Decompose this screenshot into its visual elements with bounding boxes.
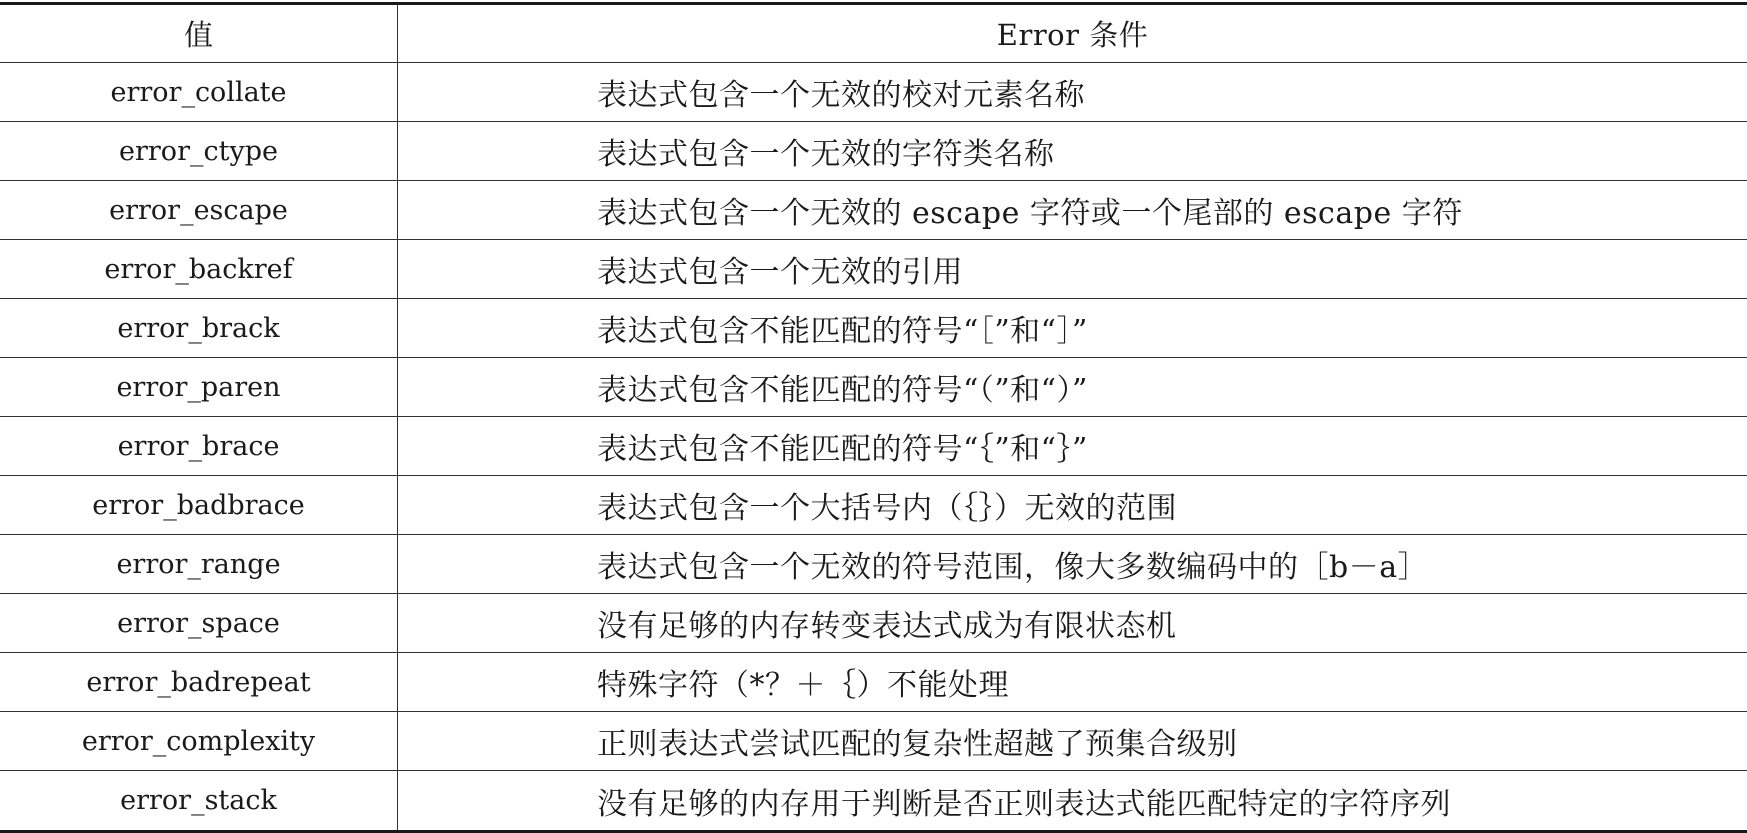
table-header-row [0,5,1747,63]
value-cell: error_complexity [0,712,398,770]
condition-cell: 没有足够的内存用于判断是否正则表达式能匹配特定的字符序列 [597,786,1451,822]
value-cell: error_badbrace [0,476,398,534]
value-cell: error_range [0,535,398,593]
header-condition: Error 条件 [996,18,1149,52]
table-row [0,594,1747,653]
value-cell: error_space [0,594,398,652]
error-table [0,2,1747,833]
condition-cell: 特殊字符（*？＋｛）不能处理 [597,668,1009,703]
condition-cell: 表达式包含不能匹配的符号“｛”和“｝” [597,432,1088,467]
table-row [0,181,1747,240]
condition-cell: 表达式包含一个无效的引用 [597,255,963,290]
table-row [0,358,1747,417]
condition-cell: 表达式包含一个无效的字符类名称 [597,137,1055,172]
table-row [0,712,1747,771]
table-row [0,476,1747,535]
condition-cell: 表达式包含一个无效的校对元素名称 [597,78,1085,113]
condition-cell: 表达式包含一个大括号内（｛｝）无效的范围 [597,491,1177,526]
condition-cell: 表达式包含一个无效的符号范围，像大多数编码中的［b－a］ [597,550,1429,585]
table-row [0,63,1747,122]
table-row [0,771,1747,830]
condition-cell: 没有足够的内存转变表达式成为有限状态机 [597,609,1177,644]
condition-cell: 正则表达式尝试匹配的复杂性超越了预集合级别 [597,727,1238,762]
value-cell: error_paren [0,358,398,416]
value-cell: error_ctype [0,122,398,180]
value-cell: error_escape [0,181,398,239]
value-cell: error_badrepeat [0,653,398,711]
table-row [0,417,1747,476]
table-row [0,535,1747,594]
condition-cell: 表达式包含不能匹配的符号“（”和“）” [597,373,1088,408]
value-cell: error_brack [0,299,398,357]
table-row [0,122,1747,181]
table-row [0,240,1747,299]
value-cell: error_collate [0,63,398,121]
table-row [0,299,1747,358]
value-cell: error_brace [0,417,398,475]
condition-cell: 表达式包含不能匹配的符号“［”和“］” [597,314,1088,349]
header-value: 值 [0,5,398,62]
table-row [0,653,1747,712]
value-cell: error_stack [0,771,398,830]
value-cell: error_backref [0,240,398,298]
condition-cell: 表达式包含一个无效的 escape 字符或一个尾部的 escape 字符 [597,196,1463,231]
